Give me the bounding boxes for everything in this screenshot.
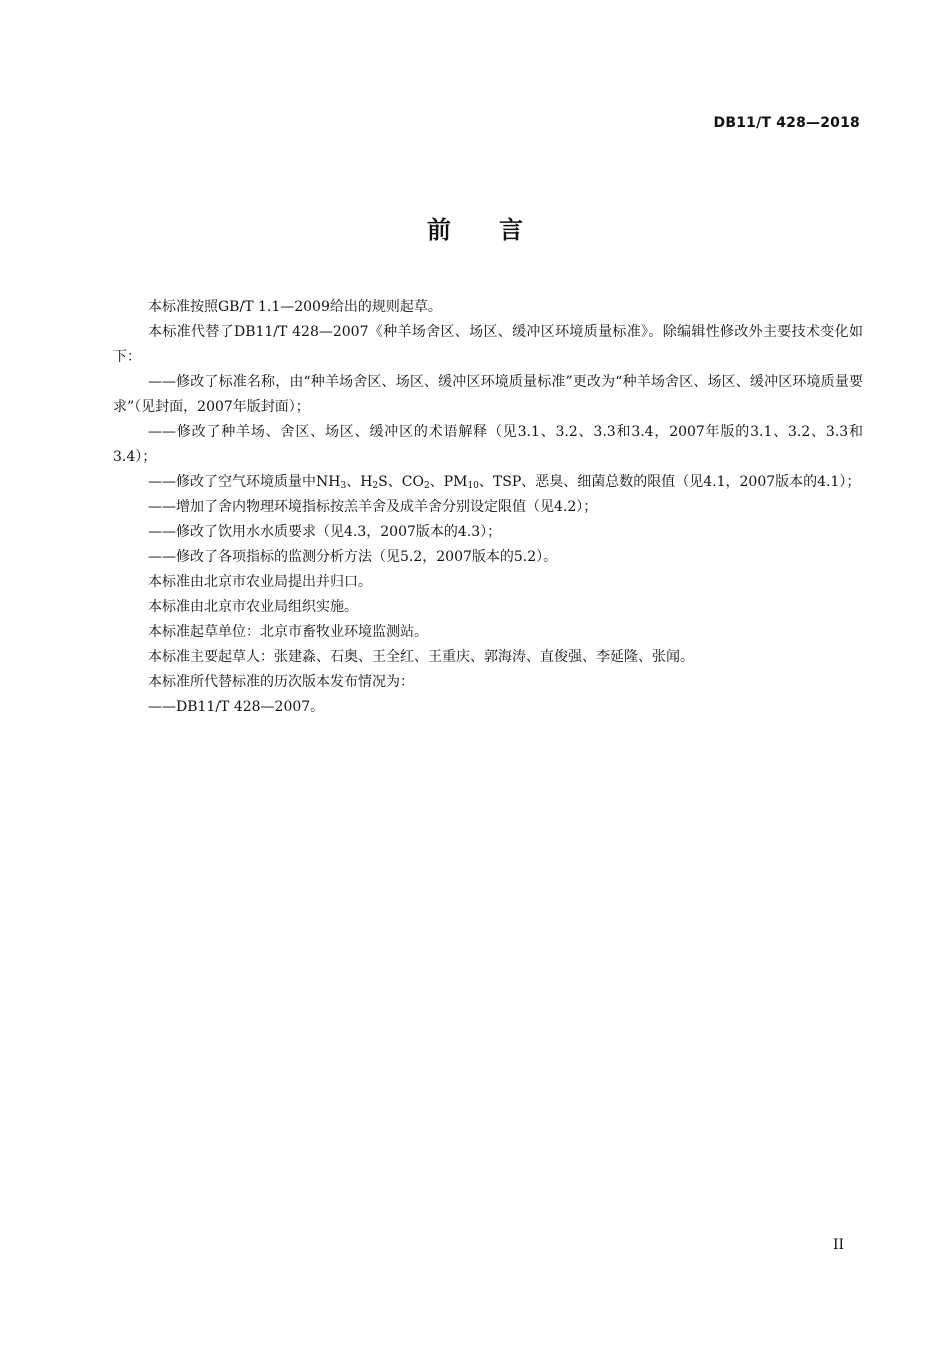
- foreword-body: [113, 295, 863, 720]
- change-item-physical-env: ——增加了舍内物理环境指标按羔羊舍及成羊舍分别设定限值（见4.2）；: [148, 499, 598, 515]
- air-quality-suffix: 、TSP、恶臭、细菌总数的限值（见4.1，2007版本的4.1）；: [478, 474, 861, 490]
- paragraph-replacement: 本标准代替了DB11/T 428—2007《种羊场舍区、场区、缓冲区环境质量标准》。除编辑性修改外主要技术变化如下：: [113, 324, 863, 365]
- pm-prefix: 、PM: [429, 474, 468, 490]
- page-number: II: [832, 1237, 844, 1253]
- air-quality-prefix: ——修改了空气环境质量中NH: [148, 474, 341, 490]
- paragraph-drafting-rules: 本标准按照GB/T 1.1—2009给出的规则起草。: [148, 299, 442, 315]
- pm10-subscript: 10: [467, 481, 479, 491]
- co2-prefix: S、CO: [378, 474, 424, 490]
- co2-subscript: 2: [423, 481, 430, 491]
- title-char-1: 前: [427, 216, 451, 244]
- paragraph-drafting-unit: 本标准起草单位：北京市畜牧业环境监测站。: [148, 624, 428, 640]
- paragraph-proposer: 本标准由北京市农业局提出并归口。: [148, 574, 372, 590]
- h2s-subscript: 2: [372, 481, 379, 491]
- paragraph-drafters: 本标准主要起草人：张建淼、石奥、王全红、王重庆、郭海涛、直俊强、李延隆、张闻。: [148, 649, 694, 665]
- nh3-subscript: 3: [340, 481, 347, 491]
- change-item-water-quality: ——修改了饮用水水质要求（见4.3，2007版本的4.3）；: [148, 524, 502, 540]
- change-item-air-quality: [113, 470, 863, 495]
- title-char-2: 言: [499, 216, 523, 244]
- paragraph-implementer: 本标准由北京市农业局组织实施。: [148, 599, 358, 615]
- change-item-monitoring: ——修改了各项指标的监测分析方法（见5.2，2007版本的5.2）。: [148, 549, 558, 565]
- paragraph-version-history: 本标准所代替标准的历次版本发布情况为：: [148, 674, 414, 690]
- previous-version-item: ——DB11/T 428—2007。: [148, 699, 325, 715]
- change-item-terms: ——修改了种羊场、舍区、场区、缓冲区的术语解释（见3.1、3.2、3.3和3.4，2007年版的3.1、3.2、3.3和3.4）；: [113, 424, 863, 465]
- page-title: [0, 210, 950, 245]
- h2s-prefix: 、H: [346, 474, 373, 490]
- standard-code: DB11/T 428—2018: [713, 115, 860, 131]
- change-item-title: ——修改了标准名称，由“种羊场舍区、场区、缓冲区环境质量标准”更改为“种羊场舍区、场区、缓冲区环境质量要求”（见封面，2007年版封面）；: [113, 374, 863, 415]
